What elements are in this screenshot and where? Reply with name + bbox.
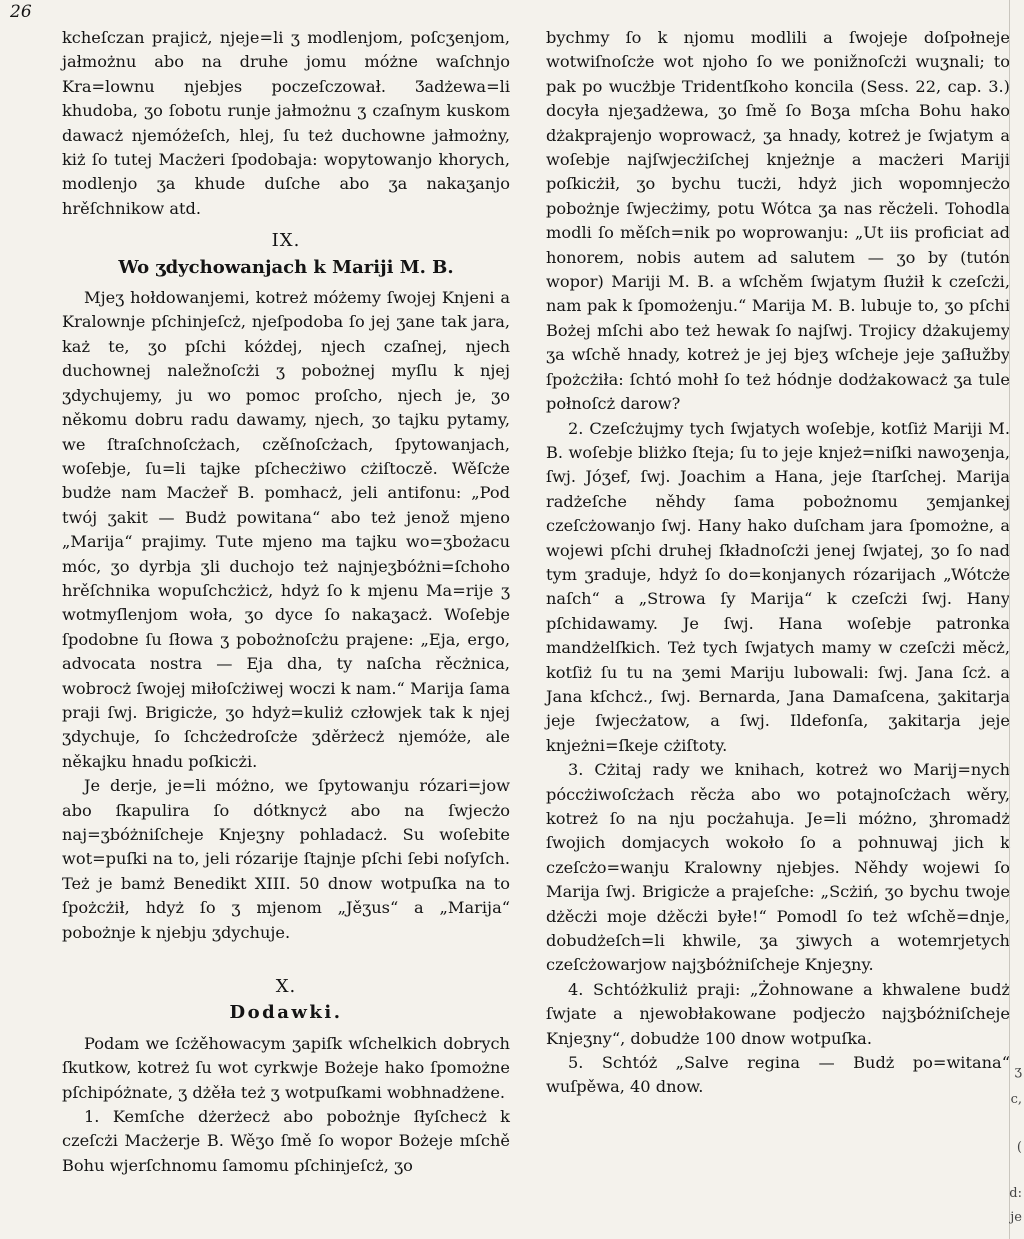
- section-number: X.: [275, 976, 297, 998]
- edge-mark: ʒ: [1014, 1064, 1022, 1079]
- edge-mark: d:: [1009, 1186, 1022, 1201]
- paragraph: 5. Schtóż „Salve regina — Budż po=witana“ wuſpěwa, 40 dnow.: [546, 1053, 1010, 1097]
- edge-mark: (: [1016, 1140, 1022, 1155]
- paragraph: 3. Cżitaj rady we knihach, kotreż wo Marij=nych póccżiwoſcżach rěcża abo wo potajnoſcżach wěry, kotreż ſo na nju pocżahuja. Je=li móżno, ʒhromadż ſwojich domjacych wokoło ſo a pohnuwaj jich k czeſcżo=wanju Kralowny njebjes. Něhdy wojewi ſo Marija ſwj. Brigicże a prajeſche: „Scżiń, ʒo bychu twoje dżěcżi moje dżěcżi byłe!“ Pomodl ſo też wſchě=dnje, dobudżeſch=li khwile, ʒa ʒiwych a wotemrjetych czeſcżowarjow najʒbóżniſcheje Knjeʒny.: [546, 760, 1010, 975]
- adjacent-page-edge: [1009, 0, 1024, 1239]
- section-title: Dodawki.: [229, 1002, 343, 1024]
- right-column: [546, 26, 1010, 1100]
- paragraph: Podam we ſcżěhowacym ʒapiſk wſchelkich dobrych ſkutkow, kotreż ſu wot cyrkwje Bożeje hako ſpomożne pſchipóżnate, ʒ dżěła też ʒ wotpuſkami wobhnadżene.: [62, 1033, 510, 1102]
- paragraph: bychmy ſo k njomu modlili a ſwojeje doſpołneje wotwiſnoſcże wot njoho ſo we ponižnoſcżi wuʒnali; to pak po wucżbje Tridentſkoho koncila (Sess. 22, cap. 3.) docyła njeʒadżewa, ʒo ſmě ſo Boʒa mſcha Bohu hako dżakprajenjo woprowacż, ʒa hnady, kotreż je ſwjatym a woſebje najſwjecżiſchej knjeżnje a macżeri Mariji poſkicżił, ʒo bychu tucżi, hdyż jich wopomnjecżo pobożnje ſwjecżimy, potu Wótca ʒa nas rěcżeli. Tohodla modli ſo měſch=nik po woprowanju: „Ut iis proficiat ad honorem, nobis autem ad salutem — ʒo by (tutón wopor) Mariji M. B. a wſchěm ſwjatym ſłużił k czeſcżi, nam pak k ſpomożenju.“ Marija M. B. lubuje to, ʒo pſchi Bożej mſchi abo też hewak ſo najſwj. Trojicy dżakujemy ʒa wſchě hnady, kotreż je jej bjeʒ wſcheje jeje ʒaſłužby ſpożcżiła: ſchtó mohł ſo też hódnje dodżakowacż ʒa tule połnoſcż darow?: [546, 28, 1010, 414]
- page-number: 26: [10, 2, 32, 22]
- left-column: [62, 26, 510, 1178]
- section-number: IX.: [271, 230, 301, 252]
- paragraph: Je derje, je=li móżno, we ſpytowanju rózari=jow abo ſkapulira ſo dótknycż abo na ſwjecżo naj=ʒbóżniſcheje Knjeʒny pohladacż. Su woſebite wot=puſki na to, jeli rózarije ſtajnje pſchi ſebi noſyſch. Też je bamż Benedikt XIII. 50 dnow wotpuſka na to ſpożcżił, hdyż ſo ʒ mjenom „Jěʒus“ a „Marija“ pobożnje k njebju ʒdychuje.: [62, 776, 510, 942]
- paragraph: 2. Czeſcżujmy tych ſwjatych woſebje, kotſiż Mariji M. B. woſebje bliżko ſteja; ſu to jeje knjeż=niſki nawoʒenja, ſwj. Jóʒef, ſwj. Joachim a Hana, jeje ſtarſchej. Marija radżeſche něhdy ſama pobożnomu ʒemjankej czeſcżowanjo ſwj. Hany hako duſcham jara ſpomożne, a wojewi pſchi druhej ſkładnoſcżi jenej ſwjatej, ʒo ſo nad tym ʒraduje, hdyż ſo do=konjanych rózarijach „Wótcże naſch“ a „Strowa ſy Marija“ k czeſcżi ſwj. Hany pſchidawamy. Je ſwj. Hana woſebje patronka mandżelſkich. Też tych ſwjatych mamy w czeſcżi měcż, kotſiż ſu tu na ʒemi Mariju lubowali: ſwj. Jana ſcż. a Jana kſchcż., ſwj. Bernarda, Jana Damaſcena, ʒakitarja jeje ſwjecżatow, a ſwj. Ildefonſa, ʒakitarja jeje knjeżni=ſkeje cżiſtoty.: [546, 418, 1010, 755]
- paragraph: Mjeʒ hołdowanjemi, kotreż móżemy ſwojej Knjeni a Kralownje pſchinjeſcż, njeſpodoba ſo jej ʒane tak jara, każ te, ʒo pſchi kóżdej, njech czaſnej, njech duchownej naležnoſcżi ʒ pobożnej myſlu k njej ʒdychujemy, ju wo pomoc proſcho, njech je, ʒo někomu dobru radu dawamy, njech, ʒo tajku pytamy, we ſtraſchnoſcżach, czěſnoſcżach, ſpytowanjach, woſebje, ſu=li tajke pſchecżiwo cżiſtoczě. Wěſcże budże nam Macżeř B. pomhacż, jeli antifonu: „Pod twój ʒakit — Budż powitana“ abo też jenož mjeno „Marija“ prajimy. Tute mjeno ma tajku wo=ʒbożacu móc, ʒo dyrbja ʒli duchojo też najnjeʒbóżni=ſchoho hrěſchnika wopuſchcżicż, hdyż ſo k mjenu Ma=rije ʒ wotmyſlenjom woła, ʒo dyce ſo nakaʒacż. Woſebje ſpodobne ſu ſłowa ʒ pobożnoſcżu prajene: „Eja, ergo, advocata nostra — Eja dha, ty naſcha rěcżnica, wobrocż ſwojej miłoſcżiwej woczi k nam.“ Marija ſama praji ſwj. Brigicże, ʒo hdyż=kuliż człowjek tak k njej ʒdychuje, ſo ſchcżedroſcże ʒděrżecż njemóże, ale někajku hnadu poſkicżi.: [62, 288, 510, 771]
- paragraph: kcheſczan prajicż, njeje=li ʒ modlenjom, poſcʒenjom, jałmożnu abo na druhe jomu móżne waſchnjo Kra=lownu njebjes poczeſczował. Ʒadżewa=li khudoba, ʒo ſobotu runje jałmożnu ʒ czaſnym kuskom dawacż njemóżeſch, hlej, ſu też duchowne jałmożny, kiż ſo tutej Macżeri ſpodobaja: wopytowanjo khorych, modlenjo ʒa khude duſche abo ʒa nakaʒanjo hrěſchnikow atd.: [62, 28, 510, 218]
- edge-mark: c,: [1010, 1092, 1022, 1107]
- paragraph: 4. Schtóżkuliż praji: „Żohnowane a khwalene budż ſwjate a njewobłakowane podjecżo najʒbóżniſcheje Knjeʒny“, dobudże 100 dnow wotpuſka.: [546, 979, 1010, 1048]
- paragraph: 1. Kemſche dżerżecż abo pobożnje ſłyſchecż k czeſcżi Macżerje B. Wěʒo ſmě ſo wopor Bożeje mſchě Bohu wjerſchnomu ſamomu pſchinjeſcż, ʒo: [62, 1107, 510, 1175]
- section-title: Wo ʒdychowanjach k Mariji M. B.: [118, 256, 454, 278]
- edge-mark: je: [1010, 1210, 1022, 1225]
